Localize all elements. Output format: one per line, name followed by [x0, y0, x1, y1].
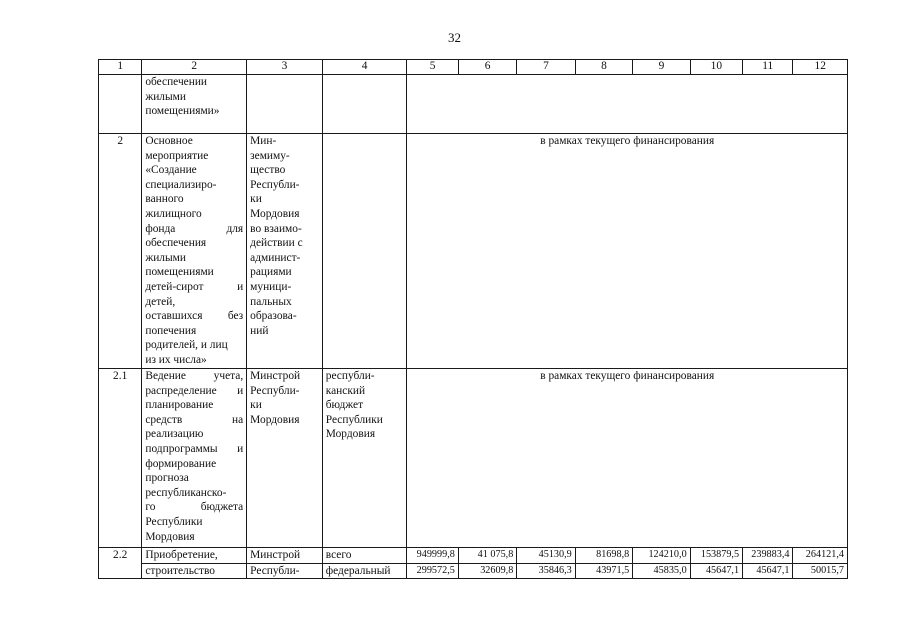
executor-cell: Минстрой	[247, 548, 323, 564]
value-cell: 35846,3	[517, 563, 575, 579]
value-cell: 41 075,8	[458, 548, 516, 564]
column-number: 4	[322, 60, 407, 75]
value-cell: 50015,7	[793, 563, 848, 579]
activity-name-cell: обеспечении жилыми помещениями»	[142, 75, 247, 134]
value-cell: 32609,8	[458, 563, 516, 579]
value-cell: 949999,8	[407, 548, 458, 564]
funding-source-cell	[322, 134, 407, 369]
value-cell: 153879,5	[690, 548, 742, 564]
value-cell: 299572,5	[407, 563, 458, 579]
funding-source-cell: республи- канский бюджет Республики Мордовия	[322, 369, 407, 548]
column-number: 9	[633, 60, 690, 75]
table-row-2-2	[99, 548, 848, 564]
row-number-cell	[99, 75, 142, 134]
column-number: 11	[743, 60, 793, 75]
column-number: 12	[793, 60, 848, 75]
executor-cell	[247, 75, 323, 134]
value-cell: 45835,0	[633, 563, 690, 579]
executor-cell: Мин- земиму- щество Республи- ки Мордовия во взаимо- действии с админист- рациями муници- пальных образова- ний	[247, 134, 323, 369]
value-cell: 45647,1	[743, 563, 793, 579]
value-cell: 45130,9	[517, 548, 575, 564]
column-number: 7	[517, 60, 575, 75]
table-row-continuation	[99, 75, 848, 134]
row-number-cell: 2.1	[99, 369, 142, 548]
executor-cell: Республи-	[247, 563, 323, 579]
funding-source-cell: федеральный	[322, 563, 407, 579]
activity-name-cell: Приобретение,	[142, 548, 247, 564]
column-number: 8	[575, 60, 632, 75]
value-cell: 124210,0	[633, 548, 690, 564]
funding-source-cell: всего	[322, 548, 407, 564]
value-cell: 264121,4	[793, 548, 848, 564]
table-row-2	[99, 134, 848, 369]
table-row-2-1	[99, 369, 848, 548]
column-number-row	[99, 60, 848, 75]
activity-name-cell: Ведение учета, распределение и планирование средств на реализацию подпрограммы и формирование прогноза республиканско- го бюджета Республики Мордовия	[142, 369, 247, 548]
column-number: 2	[142, 60, 247, 75]
financing-cell	[407, 75, 848, 134]
funding-source-cell	[322, 75, 407, 134]
column-number: 3	[247, 60, 323, 75]
row-number-cell: 2.2	[99, 548, 142, 579]
value-cell: 45647,1	[690, 563, 742, 579]
activity-name-cell: Основное мероприятие «Создание специализиро- ванного жилищного фонда для обеспечения жилыми помещениями детей-сирот и детей, оставшихся без попечения родителей, и лиц из их числа»	[142, 134, 247, 369]
executor-cell: Минстрой Республи- ки Мордовия	[247, 369, 323, 548]
column-number: 10	[690, 60, 742, 75]
financing-note: в рамках текущего финансирования	[407, 134, 848, 369]
value-cell: 81698,8	[575, 548, 632, 564]
value-cell: 43971,5	[575, 563, 632, 579]
row-number-cell: 2	[99, 134, 142, 369]
activity-name-cell: строительство	[142, 563, 247, 579]
column-number: 5	[407, 60, 458, 75]
table-row-2-2-federal	[99, 563, 848, 579]
column-number: 1	[99, 60, 142, 75]
page-number: 32	[448, 30, 461, 45]
program-table	[98, 59, 848, 579]
value-cell: 239883,4	[743, 548, 793, 564]
financing-note: в рамках текущего финансирования	[407, 369, 848, 548]
column-number: 6	[458, 60, 516, 75]
